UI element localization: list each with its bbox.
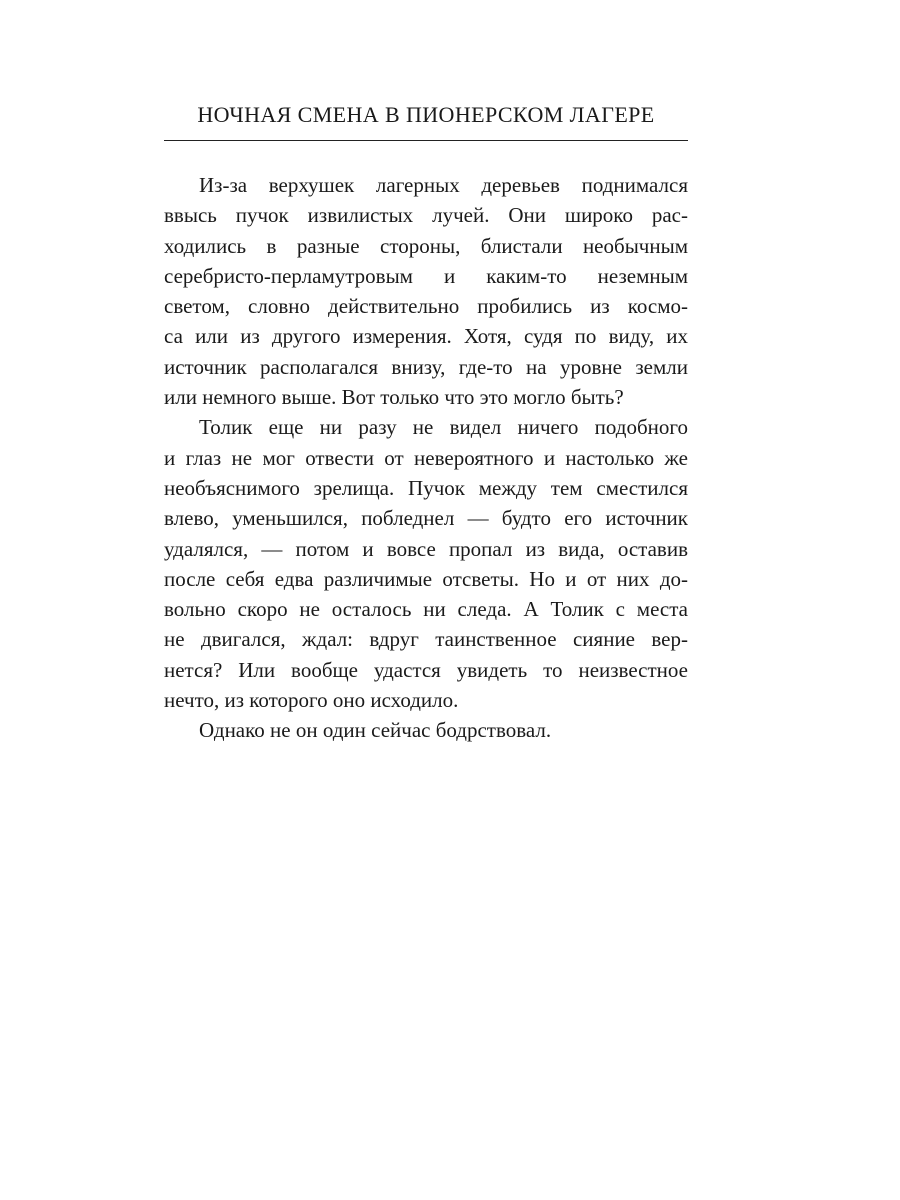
text-line: или немного выше. Вот только что это могло быть? xyxy=(164,385,624,410)
text-line: нечто, из которого оно исходило. xyxy=(164,688,459,713)
text-line: Однако не он один сейчас бодрствовал. xyxy=(199,718,552,743)
paragraph-1 xyxy=(164,170,688,412)
text-line: и глаз не мог отвести от невероятного и настолько же xyxy=(164,445,688,470)
text-line: ходились в разные стороны, блистали необычным xyxy=(164,233,688,258)
text-line: ввысь пучок извилистых лучей. Они широко рас- xyxy=(164,203,688,228)
text-line: не двигался, ждал: вдруг таинственное сияние вер- xyxy=(164,627,688,652)
text-line: вольно скоро не осталось ни следа. А Толик с места xyxy=(164,597,688,622)
body-text xyxy=(164,170,688,746)
text-line: Из-за верхушек лагерных деревьев поднимался xyxy=(199,173,688,197)
text-line: необъяснимого зрелища. Пучок между тем сместился xyxy=(164,475,688,500)
header-rule xyxy=(164,140,688,141)
text-line: после себя едва различимые отсветы. Но и от них до- xyxy=(164,566,688,591)
running-head: НОЧНАЯ СМЕНА В ПИОНЕРСКОМ ЛАГЕРЕ xyxy=(197,102,655,127)
text-line: нется? Или вообще удастся увидеть то неизвестное xyxy=(164,657,688,682)
text-line: источник располагался внизу, где-то на уровне земли xyxy=(164,354,688,379)
text-line: Толик еще ни разу не видел ничего подобного xyxy=(199,415,688,440)
paragraph-3 xyxy=(164,715,688,745)
text-line: са или из другого измерения. Хотя, судя по виду, их xyxy=(164,324,688,349)
text-line: серебристо-перламутровым и каким-то неземным xyxy=(164,263,688,288)
paragraph-2 xyxy=(164,412,688,715)
text-line: светом, словно действительно пробились из космо- xyxy=(164,294,688,319)
text-line: удалялся, — потом и вовсе пропал из вида, оставив xyxy=(164,536,688,561)
text-line: влево, уменьшился, побледнел — будто его источник xyxy=(164,506,688,531)
